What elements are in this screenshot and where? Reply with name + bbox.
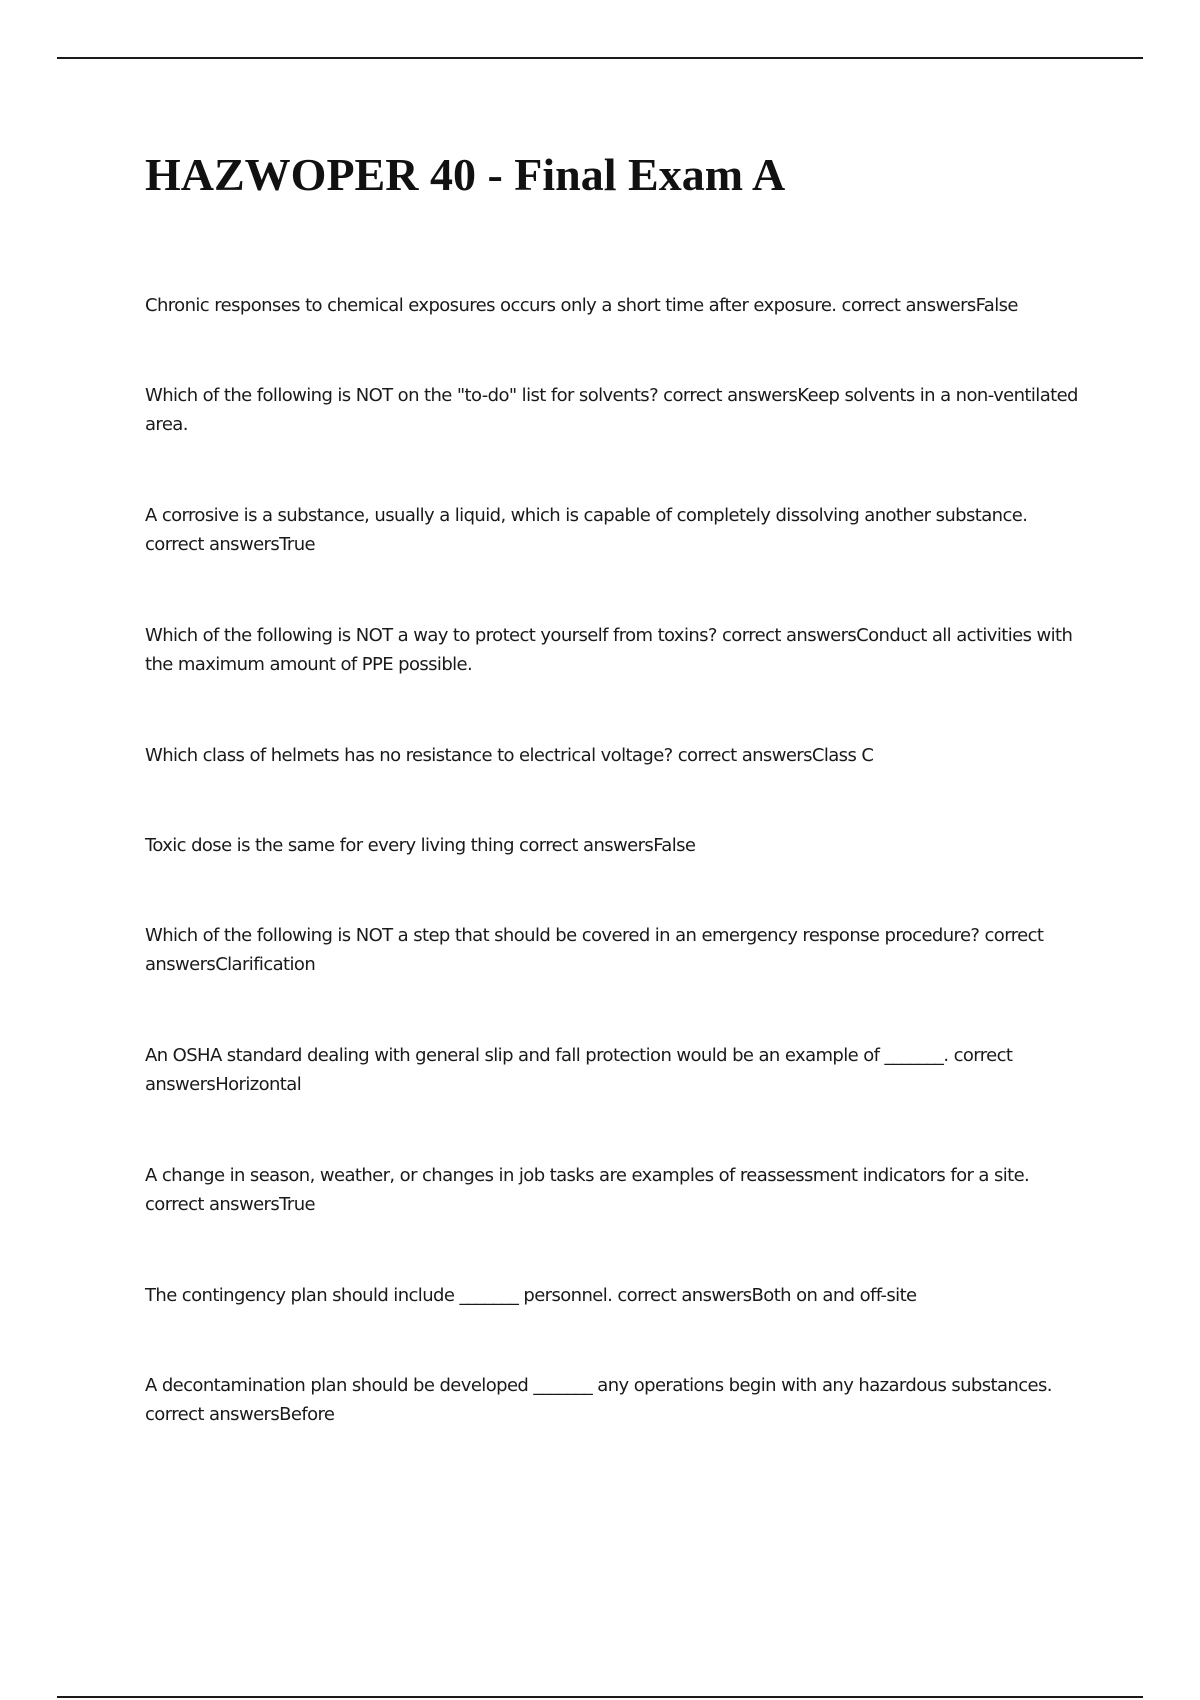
top-divider — [57, 57, 1143, 59]
question-answer-9: A change in season, weather, or changes in job tasks are examples of reassessment indicators for a site. correct answersTrue — [145, 1165, 1030, 1215]
question-answer-2: Which of the following is NOT on the "to-do" list for solvents? correct answersKeep solvents in a non-ventilated area. — [145, 385, 1078, 435]
question-answer-4: Which of the following is NOT a way to protect yourself from toxins? correct answersConduct all activities with the maximum amount of PPE possible. — [145, 625, 1073, 675]
question-answer-1: Chronic responses to chemical exposures occurs only a short time after exposure. correct answersFalse — [145, 295, 1018, 316]
question-answer-10: The contingency plan should include _______ personnel. correct answersBoth on and off-site — [145, 1285, 917, 1306]
question-answer-3: A corrosive is a substance, usually a liquid, which is capable of completely dissolving another substance. correct answersTrue — [145, 505, 1028, 555]
question-answer-5: Which class of helmets has no resistance to electrical voltage? correct answersClass C — [145, 745, 874, 766]
question-answer-8: An OSHA standard dealing with general slip and fall protection would be an example of _______. correct answersHorizontal — [145, 1045, 1013, 1095]
bottom-divider — [57, 1696, 1143, 1698]
question-answer-11: A decontamination plan should be developed _______ any operations begin with any hazardous substances. correct answersBefore — [145, 1375, 1052, 1425]
question-answer-7: Which of the following is NOT a step that should be covered in an emergency response procedure? correct answersClarification — [145, 925, 1044, 975]
document-title: HAZWOPER 40 - Final Exam A — [145, 149, 786, 200]
question-answer-6: Toxic dose is the same for every living thing correct answersFalse — [145, 835, 696, 856]
